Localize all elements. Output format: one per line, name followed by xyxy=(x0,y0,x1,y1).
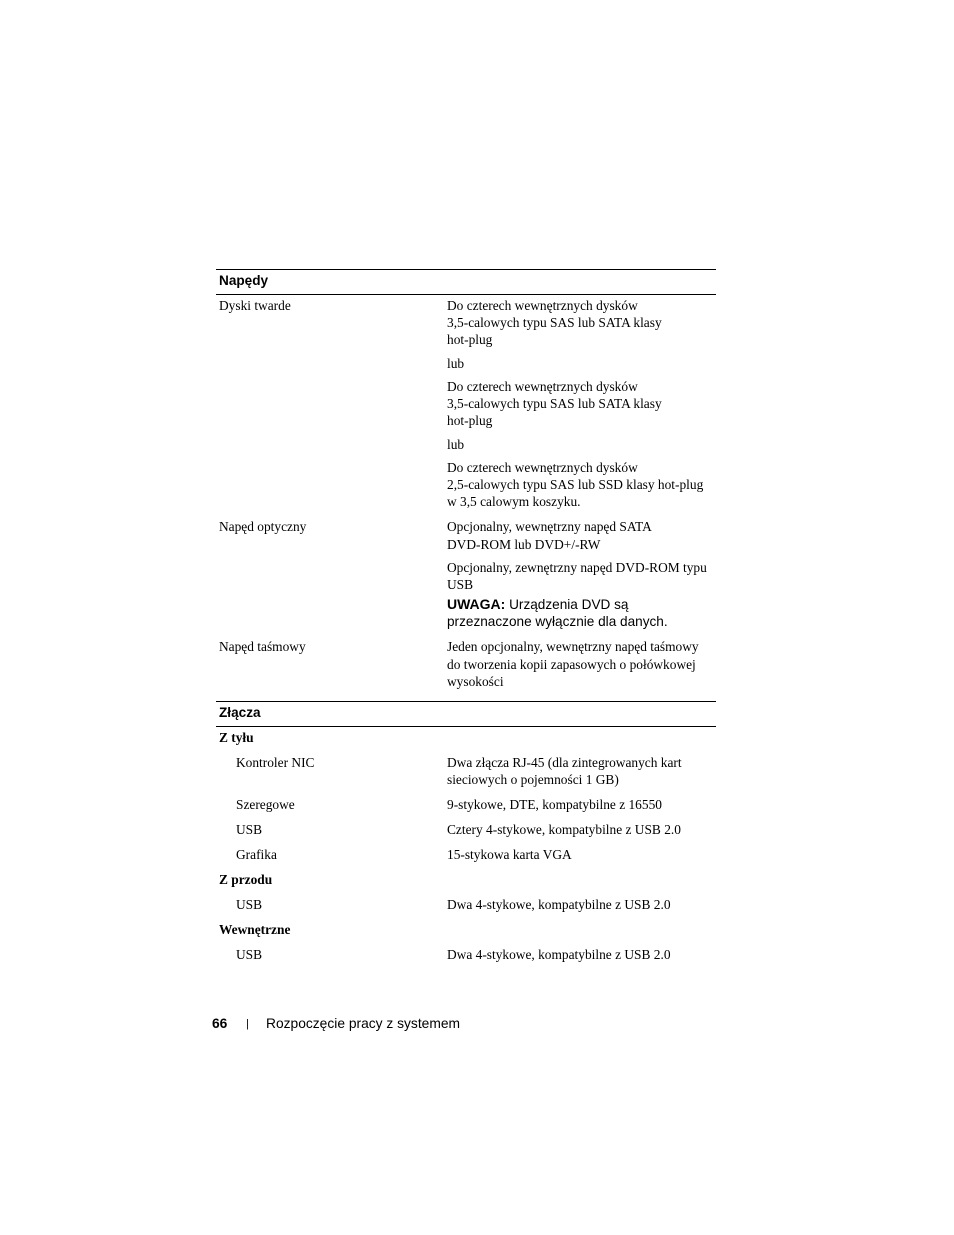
hard-disks-label: Dyski twarde xyxy=(219,298,291,313)
hard-disks-option3-line1: Do czterech wewnętrznych dysków xyxy=(447,460,638,475)
hard-disks-or-1: lub xyxy=(447,356,465,371)
front-usb-value: Dwa 4-stykowe, kompatybilne z USB 2.0 xyxy=(447,897,671,912)
serial-label: Szeregowe xyxy=(236,797,295,812)
connectors-top-rule xyxy=(216,701,716,702)
optical-internal-line2: DVD-ROM lub DVD+/-RW xyxy=(447,537,601,552)
hard-disks-option1-line3: hot-plug xyxy=(447,332,493,347)
optical-internal-line1: Opcjonalny, wewnętrzny napęd SATA xyxy=(447,519,652,534)
internal-usb-value: Dwa 4-stykowe, kompatybilne z USB 2.0 xyxy=(447,947,671,962)
video-value: 15-stykowa karta VGA xyxy=(447,847,572,862)
front-subheading: Z przodu xyxy=(219,872,273,887)
hard-disks-option1-line2: 3,5-calowych typu SAS lub SATA klasy xyxy=(447,315,662,330)
connectors-heading-rule xyxy=(216,726,716,727)
page-number: 66 xyxy=(212,1016,228,1031)
tape-drive-line1: Jeden opcjonalny, wewnętrzny napęd taśmowy xyxy=(447,639,699,654)
footer-separator: | xyxy=(246,1018,249,1030)
nic-value-line1: Dwa złącza RJ-45 (dla zintegrowanych kart xyxy=(447,755,682,770)
video-label: Grafika xyxy=(236,847,277,862)
note-line1: Urządzenia DVD są xyxy=(505,597,629,612)
internal-usb-label: USB xyxy=(236,947,263,962)
optical-note-line2: przeznaczone wyłącznie dla danych. xyxy=(447,614,668,629)
hard-disks-or-2: lub xyxy=(447,437,465,452)
tape-drive-line3: wysokości xyxy=(447,674,504,689)
hard-disks-option3-line2: 2,5-calowych typu SAS lub SSD klasy hot-plug xyxy=(447,477,704,492)
connectors-heading: Złącza xyxy=(219,705,261,720)
note-label: UWAGA: xyxy=(447,596,506,612)
back-subheading: Z tyłu xyxy=(219,730,254,745)
optical-external-line1: Opcjonalny, zewnętrzny napęd DVD-ROM typu xyxy=(447,560,707,575)
optical-external-line2: USB xyxy=(447,577,474,592)
hard-disks-option2-line3: hot-plug xyxy=(447,413,493,428)
drives-heading-rule xyxy=(216,294,716,295)
hard-disks-option3-line3: w 3,5 calowym koszyku. xyxy=(447,494,581,509)
hard-disks-option2-line2: 3,5-calowych typu SAS lub SATA klasy xyxy=(447,396,662,411)
hard-disks-option1-line1: Do czterech wewnętrznych dysków xyxy=(447,298,638,313)
nic-label: Kontroler NIC xyxy=(236,755,315,770)
optical-drive-label: Napęd optyczny xyxy=(219,519,307,534)
drives-top-rule xyxy=(216,269,716,270)
optical-note xyxy=(447,595,628,614)
back-usb-label: USB xyxy=(236,822,263,837)
tape-drive-line2: do tworzenia kopii zapasowych o połówkowej xyxy=(447,657,696,672)
serial-value: 9-stykowe, DTE, kompatybilne z 16550 xyxy=(447,797,662,812)
tape-drive-label: Napęd taśmowy xyxy=(219,639,306,654)
back-usb-value: Cztery 4-stykowe, kompatybilne z USB 2.0 xyxy=(447,822,681,837)
footer-title: Rozpoczęcie pracy z systemem xyxy=(266,1016,460,1031)
hard-disks-option2-line1: Do czterech wewnętrznych dysków xyxy=(447,379,638,394)
nic-value-line2: sieciowych o pojemności 1 GB) xyxy=(447,772,619,787)
internal-subheading: Wewnętrzne xyxy=(219,922,291,937)
drives-heading: Napędy xyxy=(219,273,269,288)
front-usb-label: USB xyxy=(236,897,263,912)
